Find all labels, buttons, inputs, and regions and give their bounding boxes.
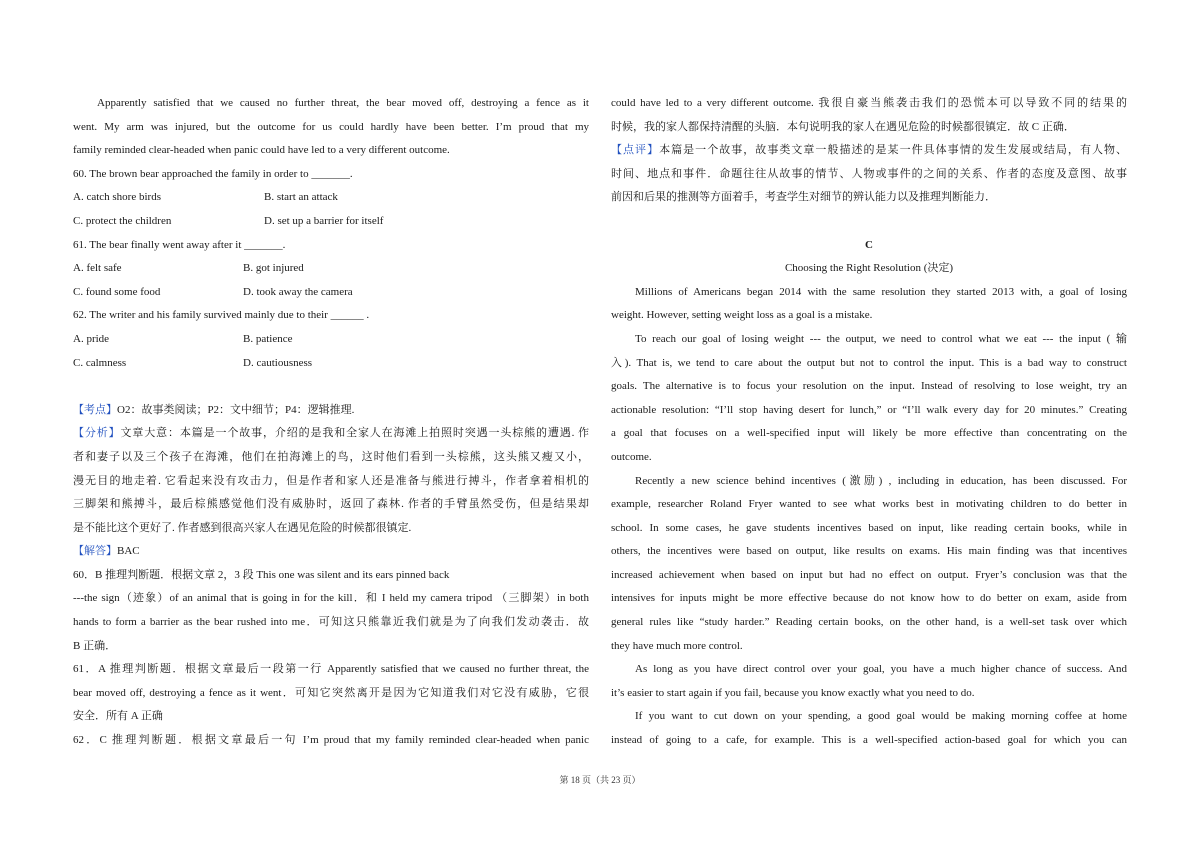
option-c: C. protect the children	[73, 214, 172, 227]
question-61-options	[73, 257, 589, 281]
section-title: Choosing the Right Resolution (决定)	[784, 262, 954, 275]
answer-60-line: ---the sign（迹象）of an animal that is going in for the kill．和 I held my camera tripod （三脚架）in both	[73, 592, 589, 605]
question-61: 61. The bear finally went away after it _______.	[73, 238, 286, 251]
passage-line: it’s easier to start again if you fail, because you know exactly what you need to do.	[611, 686, 975, 699]
passage-line: intensives for inputs might be more effective because do not know how to do better on exam, aside from	[611, 592, 1127, 605]
passage-line: If you want to cut down on your spending, a good goal would be making morning coffee at home	[635, 710, 1127, 723]
passage-line: others, the incentives were based on output, like results on exams. His main finding was that incentives	[611, 545, 1127, 558]
option-a: A. pride	[73, 332, 110, 345]
passage-line: example, researcher Roland Fryer wanted to see what works best in motivating children to do better in	[611, 498, 1127, 511]
passage-line: increased achievement when based on input but had no effect on output. Fryer’s conclusion was that the	[611, 568, 1127, 581]
passage-line: Recently a new science behind incentives (激励) , including in education, has been discussed. For	[635, 474, 1127, 487]
fenxi-line: 漫无目的地走着. 它看起来没有攻击力，但是作者和家人还是准备与熊进行搏斗，作者拿着相机的	[73, 474, 589, 487]
question-62-options	[73, 328, 589, 352]
passage-line: To reach our goal of losing weight --- the output, we need to control what we eat --- the input ( 输	[635, 332, 1127, 345]
passage-line: Millions of Americans began 2014 with the same resolution they started 2013 with, a goal of losing	[635, 285, 1127, 298]
answer-62-continued: 时候，我的家人都保持清醒的头脑．本句说明我的家人在遇见危险的时候都很镇定．故 C 正确．	[611, 120, 1075, 133]
option-b: B. patience	[243, 332, 293, 345]
question-60: 60. The brown bear approached the family in order to _______.	[73, 167, 353, 180]
passage-line: As long as you have direct control over your goal, you have a much higher chance of success. And	[635, 663, 1127, 676]
jieda-tag: 【解答】	[73, 545, 117, 558]
question-62-options	[73, 352, 589, 376]
passage-line: actionable resolution: “I’ll stop having desert for lunch,” or “I’ll walk every day for 20 minutes.” Creating	[611, 403, 1127, 416]
question-61-options	[73, 281, 589, 305]
option-c: C. found some food	[73, 285, 161, 298]
passage-line: they have much more control.	[611, 639, 743, 652]
fenxi-line: 三脚架和熊搏斗，最后棕熊感觉他们没有威胁时，返回了森林. 作者的手臂虽然受伤，但是结果却	[73, 498, 589, 511]
left-column	[73, 92, 589, 753]
option-d: D. cautiousness	[243, 356, 313, 369]
passage-line: school. In some cases, he gave students incentives based on input, like reading certain books, while in	[611, 521, 1127, 534]
answer-60-line: 60．B 推理判断题．根据文章 2，3 段 This one was silent and its ears pinned back	[73, 568, 450, 581]
fenxi-line: 是不能比这个更好了. 作者感到很高兴家人在遇见危险的时候都很镇定.	[73, 521, 412, 534]
answer-60-line: hands to form a barrier as the bear rushed into me．可知这只熊靠近我们就是为了向我们发动袭击．故	[73, 616, 589, 629]
passage-line: general rules like “study harder.” Reading certain books, on the other hand, is a well-set task over which	[611, 616, 1127, 629]
question-60-options	[73, 186, 589, 210]
fenxi-line	[73, 422, 589, 446]
option-a: A. catch shore birds	[73, 191, 161, 204]
option-d: D. took away the camera	[243, 285, 353, 298]
option-c: C. calmness	[73, 356, 127, 369]
option-d: D. set up a barrier for itself	[264, 214, 384, 227]
dianping-tag: 【点评】	[611, 144, 660, 157]
kaodian-tag: 【考点】	[73, 403, 117, 416]
passage-line: 入). That is, we tend to care about the output but not to control the input. This is a bad way to construct	[611, 356, 1127, 369]
passage-line: goals. The alternative is to focus your resolution on the input. Instead of resolving to lose weight, try an	[611, 380, 1127, 393]
kaodian-text: O2：故事类阅读；P2：文中细节；P4：逻辑推理.	[117, 403, 355, 416]
answer-61-line: bear moved off, destroying a fence as it went．可知它突然离开是因为它知道我们对它没有威胁，它很	[73, 686, 589, 699]
option-a: A. felt safe	[73, 262, 122, 275]
answer-62-line: 62．C 推理判断题．根据文章最后一句 I’m proud that my family reminded clear-headed when panic	[73, 734, 589, 747]
jieda-line	[73, 540, 589, 564]
option-b: B. start an attack	[264, 191, 338, 204]
fenxi-text: 文章大意：本篇是一个故事，介绍的是我和全家人在海滩上拍照时突遇一头棕熊的遭遇. 作	[120, 427, 589, 440]
fenxi-line: 者和妻子以及三个孩子在海滩，他们在拍海滩上的鸟，这时他们看到一头棕熊，这头熊又瘦又小，	[73, 450, 589, 463]
answer-60-line: B 正确．	[73, 639, 117, 652]
fenxi-tag: 【分析】	[73, 427, 121, 440]
section-letter: C	[865, 238, 873, 251]
passage-line: a goal that focuses on a well-specified input will likely be more effective than concentrating on the	[611, 427, 1127, 440]
dianping-line: 前因和后果的推测等方面着手，考查学生对细节的辨认能力以及推理判断能力．	[611, 191, 996, 204]
page-number-footer: 第 18 页（共 23 页）	[559, 775, 641, 785]
answer-61-line: 安全．所有 A 正确	[73, 710, 163, 723]
question-62: 62. The writer and his family survived mainly due to their ______ .	[73, 309, 370, 322]
answer-62-continued: could have led to a very different outcome. 我很自豪当熊袭击我们的恐慌本可以导致不同的结果的	[611, 97, 1127, 109]
story-paragraph-line: Apparently satisfied that we caused no further threat, the bear moved off, destroying a fence as it	[97, 97, 589, 109]
passage-line: weight. However, setting weight loss as a goal is a mistake.	[611, 309, 873, 322]
dianping-text: 本篇是一个故事，故事类文章一般描述的是某一件具体事情的发生发展或结局，有人物、	[659, 144, 1127, 157]
kaodian-line	[73, 399, 589, 423]
right-column	[611, 92, 1127, 753]
jieda-text: BAC	[117, 545, 140, 558]
passage-line: outcome.	[611, 450, 652, 463]
passage-line: instead of going to a cafe, for example. This is a well-specified action-based goal for which you can	[611, 734, 1127, 747]
answer-61-line: 61．A 推理判断题．根据文章最后一段第一行 Apparently satisfied that we caused no further threat, the	[73, 663, 589, 676]
option-b: B. got injured	[243, 262, 304, 275]
story-paragraph-line: went. My arm was injured, but the outcome for us could hardly have been better. I’m proud that my	[73, 120, 589, 133]
question-60-options	[73, 210, 589, 234]
dianping-line	[611, 139, 1127, 163]
dianping-line: 时间、地点和事件．命题往往从故事的情节、人物或事件的之间的关系、作者的态度及意图、故事	[611, 167, 1127, 180]
story-paragraph-line: family reminded clear-headed when panic could have led to a very different outcome.	[73, 144, 450, 157]
